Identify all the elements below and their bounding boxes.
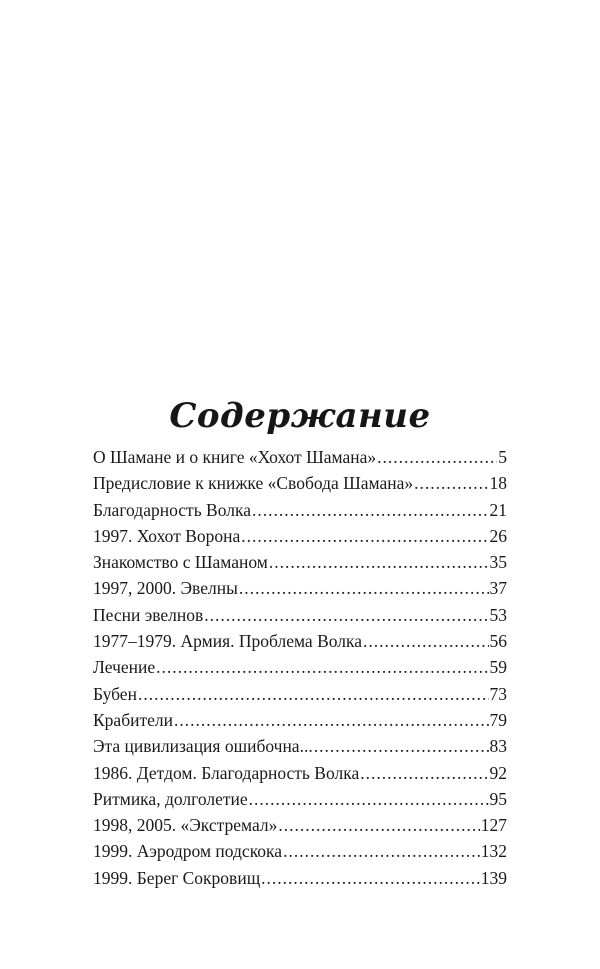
toc-dot-leader — [278, 812, 479, 838]
toc-entry-title: 1986. Детдом. Благодарность Волка — [93, 762, 360, 783]
toc-dot-leader — [314, 733, 489, 759]
toc-entry[interactable] — [93, 838, 507, 864]
toc-dot-leader — [156, 654, 488, 680]
table-of-contents — [93, 444, 507, 891]
toc-entry-title: Предисловие к книжке «Свобода Шамана» — [93, 473, 414, 494]
toc-page-number: 79 — [489, 709, 507, 730]
toc-entry-title: Крабители — [93, 709, 173, 730]
toc-dot-leader — [239, 575, 489, 601]
toc-entry[interactable] — [93, 681, 507, 707]
toc-entry-title: Бубен — [93, 683, 137, 704]
toc-entry[interactable] — [93, 497, 507, 523]
toc-entry[interactable] — [93, 733, 507, 759]
toc-page-number: 127 — [480, 815, 507, 836]
toc-page-number: 73 — [489, 683, 507, 704]
toc-entry[interactable] — [93, 760, 507, 786]
toc-entry[interactable] — [93, 549, 507, 575]
toc-entry[interactable] — [93, 786, 507, 812]
toc-page-number: 139 — [480, 867, 507, 888]
toc-dot-leader — [377, 444, 497, 470]
toc-page-number: 18 — [489, 473, 507, 494]
toc-dot-leader — [138, 681, 489, 707]
toc-dot-leader — [241, 523, 488, 549]
toc-entry-title: 1977–1979. Армия. Проблема Волка — [93, 631, 362, 652]
toc-entry[interactable] — [93, 523, 507, 549]
toc-entry[interactable] — [93, 707, 507, 733]
toc-dot-leader — [204, 602, 488, 628]
toc-dot-leader — [414, 470, 488, 496]
toc-dot-leader — [249, 786, 489, 812]
toc-entry-title: 1997, 2000. Эвелны — [93, 578, 238, 599]
toc-dot-leader — [363, 628, 489, 654]
toc-dot-leader — [261, 865, 480, 891]
toc-page-number: 92 — [489, 762, 507, 783]
toc-entry-title: О Шамане и о книге «Хохот Шамана» — [93, 447, 377, 467]
toc-entry-title: 1999. Аэродром подскока — [93, 841, 283, 862]
toc-entry[interactable] — [93, 628, 507, 654]
toc-entry[interactable] — [93, 470, 507, 496]
toc-entry-title: Песни эвелнов — [93, 604, 204, 625]
toc-entry-title: 1998, 2005. «Экстремал» — [93, 815, 278, 836]
toc-page-number: 59 — [489, 657, 507, 678]
toc-page-number: 132 — [480, 841, 507, 862]
toc-entry[interactable] — [93, 575, 507, 601]
toc-page-number: 26 — [489, 525, 507, 546]
page-title: Содержание — [169, 395, 431, 436]
toc-entry-title: 1999. Берег Сокровищ — [93, 867, 261, 888]
toc-page-number: 95 — [489, 788, 507, 809]
toc-entry[interactable] — [93, 602, 507, 628]
toc-page-number: 56 — [489, 631, 507, 652]
toc-dot-leader — [360, 760, 488, 786]
toc-page-number: 37 — [489, 578, 507, 599]
toc-page-number: 53 — [489, 604, 507, 625]
toc-page-number: 35 — [489, 552, 507, 573]
toc-entry-title: Ритмика, долголетие — [93, 788, 248, 809]
toc-dot-leader — [269, 549, 489, 575]
toc-entry-title: Эта цивилизация ошибочна... — [93, 736, 313, 757]
toc-entry-title: Лечение — [93, 657, 156, 678]
toc-entry[interactable] — [93, 865, 507, 891]
toc-dot-leader — [283, 838, 480, 864]
toc-dot-leader — [252, 497, 489, 523]
toc-entry-title: Благодарность Волка — [93, 499, 251, 520]
toc-dot-leader — [174, 707, 489, 733]
toc-entry-title: Знакомство с Шаманом — [93, 552, 268, 573]
toc-entry[interactable] — [93, 444, 507, 470]
toc-entry[interactable] — [93, 812, 507, 838]
toc-page-number: 21 — [489, 499, 507, 520]
toc-entry-title: 1997. Хохот Ворона — [93, 525, 241, 546]
toc-page-number: 83 — [489, 736, 507, 757]
toc-entry[interactable] — [93, 654, 507, 680]
toc-page-number: 5 — [498, 447, 507, 467]
